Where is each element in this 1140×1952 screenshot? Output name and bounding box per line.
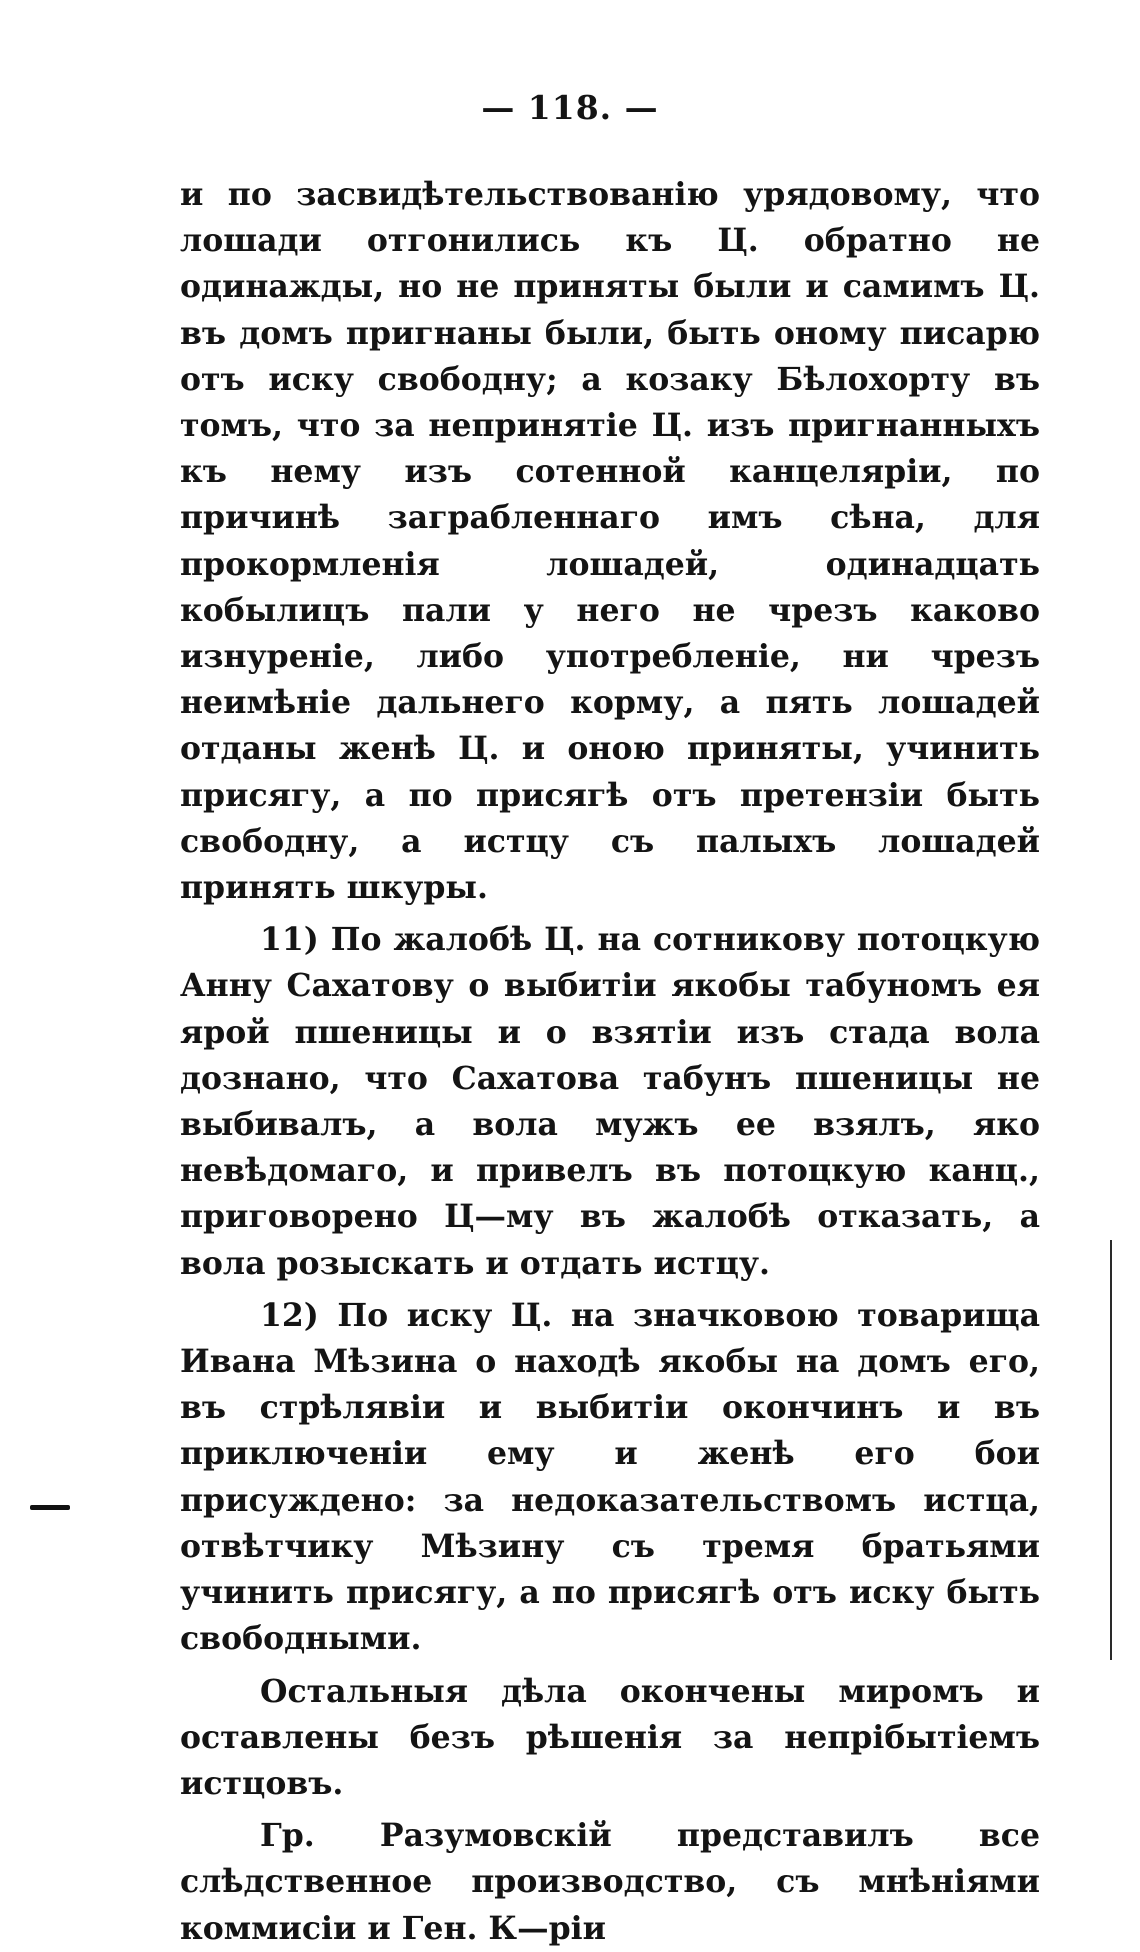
paragraph-continuation: и по засвидѣтельствованію урядовому, что лошади отгонились къ Ц. обратно не одинажды, но не приняты были и самимъ Ц. въ домъ пригнаны были, быть оному писарю отъ иску свободну; а козаку Бѣлохорту въ томъ, что за непринятіе Ц. изъ пригнанныхъ къ нему изъ сотенной канцеляріи, по причинѣ заграбленнаго имъ сѣна, для прокормленія лошадей, одинадцать кобылицъ пали у него не чрезъ каково изнуреніе, либо употребленіе, ни чрезъ неимѣніе дальнего корму, а пять лошадей отданы женѣ Ц. и оною приняты, учинить присягу, а по присягѣ отъ претензіи быть свободну, а истцу съ палыхъ лошадей принять шкуры.	[180, 176, 1040, 907]
paragraph-item-12: 12) По иску Ц. на значковою товарища Ивана Мѣзина о находѣ якобы на домъ его, въ стрѣлявіи и выбитіи окончинъ и въ приключеніи ему и женѣ его бои присуждено: за недоказательствомъ истца, отвѣтчику Мѣзину съ тремя братьями учинить присягу, а по присягѣ отъ иску быть свободными.	[180, 1296, 1040, 1658]
paragraph-item-11: 11) По жалобѣ Ц. на сотникову потоцкую Анну Сахатову о выбитіи якобы табуномъ ея ярой пшеницы и о взятіи изъ стада вола дознано, что Сахатова табунъ пшеницы не выбивалъ, а вола мужъ ее взялъ, яко невѣдомаго, и привелъ въ потоцкую канц., приговорено Ц—му въ жалобѣ отказать, а вола розыскать и отдать истцу.	[180, 921, 1040, 1282]
paragraph-razumovsky: Гр. Разумовскій представилъ все слѣдственное производство, съ мнѣніями коммисіи и Ген. К—ріи	[180, 1817, 1040, 1947]
paragraph-remaining-cases: Остальныя дѣла окончены миромъ и оставлены безъ рѣшенія за непрібытіемъ истцовъ.	[180, 1672, 1040, 1802]
page-number: — 118. —	[481, 88, 659, 127]
scan-edge-line	[1110, 1240, 1112, 1660]
body-text	[180, 172, 1040, 1952]
scan-margin-mark	[30, 1505, 70, 1510]
